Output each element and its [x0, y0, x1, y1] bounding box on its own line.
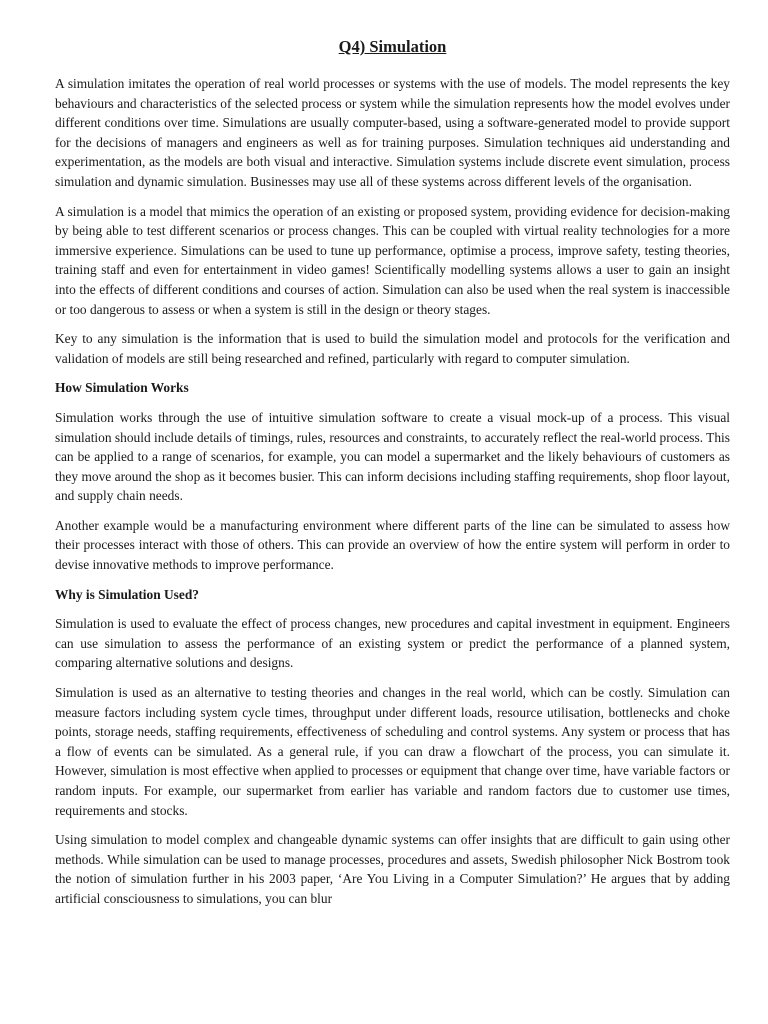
how-paragraph-1: Simulation works through the use of intuitive simulation software to create a visual mock-up of a process. This visual simulation should include details of timings, rules, resources and constraints, to accurately reflect the real-world process. This can be applied to a range of scenarios, for example, you can model a supermarket and the likely behaviours of customers as they move around the shop as it becomes busier. This can inform decisions including staffing requirements, shop floor layout, and supply chain needs. — [55, 409, 730, 504]
intro-paragraph-2: A simulation is a model that mimics the operation of an existing or proposed system, providing evidence for decision-making by being able to test different scenarios or process changes. This can be coupled with virtual reality technologies for a more immersive experience. Simulations can be used to tune up performance, optimise a process, improve safety, testing theories, training staff and even for entertainment in video games! Scientifically modelling systems allows a user to gain an insight into the effects of different conditions and courses of action. Simulation can also be used when the real system is inaccessible or too dangerous to assess or when a system is still in the design or theory stages. — [55, 203, 730, 317]
intro-paragraph-1: A simulation imitates the operation of real world processes or systems with the use of models. The model represents the key behaviours and characteristics of the selected process or system while the simulation represents how the model evolves under different conditions over time. Simulations are usually computer-based, using a software-generated model to provide support for the decisions of managers and engineers as well as for training purposes. Simulation techniques aid understanding and experimentation, as the models are both visual and interactive. Simulation systems include discrete event simulation, process simulation and dynamic simulation. Businesses may use all of these systems across different levels of the organisation. — [55, 76, 730, 189]
why-paragraph-2: Simulation is used as an alternative to testing theories and changes in the real world, which can be costly. Simulation can measure factors including system cycle times, throughput under different loads, resource utilisation, bottlenecks and choke points, storage needs, staffing requirements, effectiveness of scheduling and control systems. Any system or process that has a flow of events can be simulated. As a general rule, if you can draw a flowchart of the process, you can simulate it. However, simulation is most effective when applied to processes or equipment that change over time, have variable factors or random inputs. For example, our supermarket from earlier has variable and random factors due to customer use times, requirements and stocks. — [55, 685, 730, 818]
how-simulation-works-heading: How Simulation Works — [55, 380, 189, 396]
why-paragraph-3: Using simulation to model complex and changeable dynamic systems can offer insights that are difficult to gain using other methods. While simulation can be used to manage processes, procedures and assets, Swedish philosopher Nick Bostrom took the notion of simulation further in his 2003 paper, ‘Are You Living in a Computer Simulation?’ He argues that by adding artificial consciousness to simulations, you can blur — [55, 832, 730, 906]
why-simulation-used-heading: Why is Simulation Used? — [55, 586, 199, 602]
intro-paragraph-3: Key to any simulation is the information that is used to build the simulation model and protocols for the verification and validation of models are still being researched and refined, particularly with regard to computer simulation. — [55, 331, 730, 366]
why-paragraph-1: Simulation is used to evaluate the effect of process changes, new procedures and capital investment in equipment. Engineers can use simulation to assess the performance of an existing system or predict the performance of a planned system, comparing alternative solutions and designs. — [55, 616, 730, 671]
how-paragraph-2: Another example would be a manufacturing environment where different parts of the line can be simulated to assess how their processes interact with those of others. This can provide an overview of how the entire system will perform in order to devise innovative methods to improve performance. — [55, 517, 730, 573]
document-body — [55, 36, 730, 919]
document-title: Q4) Simulation — [338, 37, 447, 56]
